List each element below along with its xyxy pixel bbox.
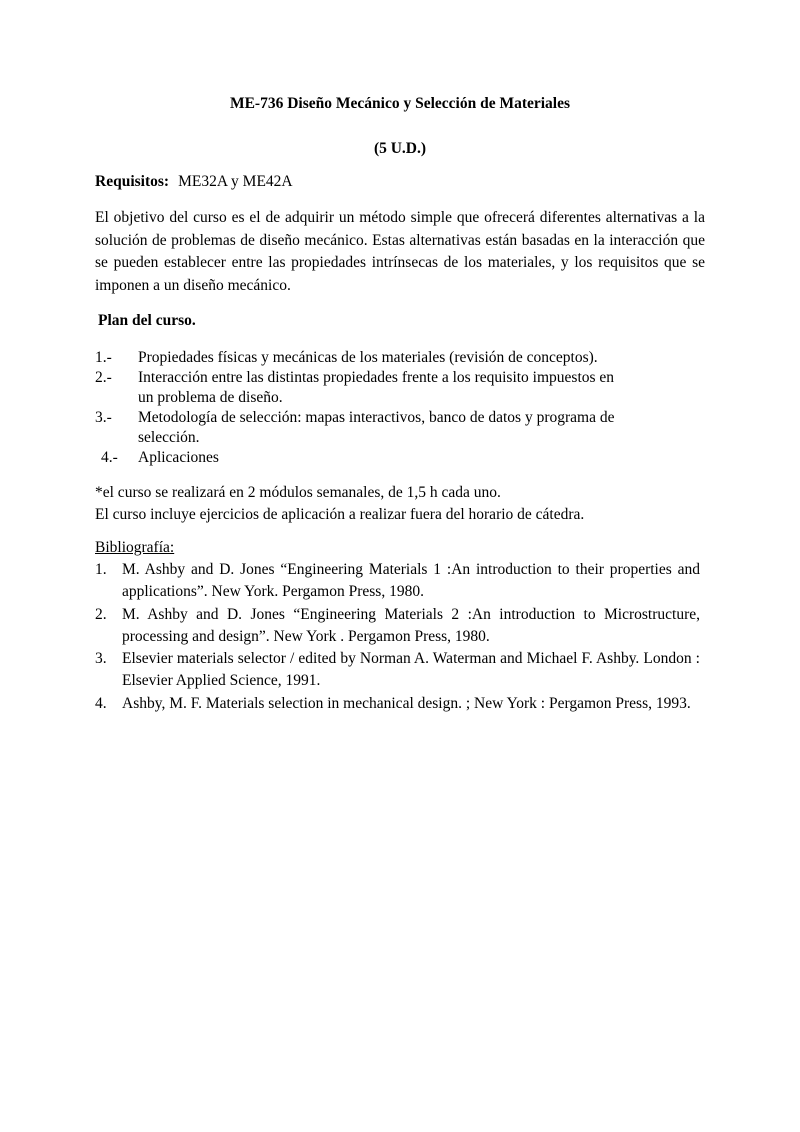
bibliography-item-text: M. Ashby and D. Jones “Engineering Materials 1 :An introduction to their properties and applications”. New York. Pergamon Press, 1980. <box>122 561 700 601</box>
course-objective-paragraph: El objetivo del curso es el de adquirir un método simple que ofrecerá diferentes alternativas a la solución de problemas de diseño mecánico. Estas alternativas están basadas en la interacción que se pueden establecer entre las propiedades intrínsecas de los materiales, y los requisitos que se imponen a un diseño mecánico. <box>95 209 705 294</box>
plan-item <box>95 448 705 468</box>
plan-item-number: 4.- <box>101 449 118 466</box>
bibliography-item <box>95 648 705 693</box>
requisitos-value: ME32A y ME42A <box>178 173 293 190</box>
note-exercises: El curso incluye ejercicios de aplicación a realizar fuera del horario de cátedra. <box>95 506 585 523</box>
bibliography-item-number: 1. <box>95 561 107 578</box>
bibliography-item-text: Ashby, M. F. Materials selection in mechanical design. ; New York : Pergamon Press, 1993. <box>122 694 691 712</box>
course-units: (5 U.D.) <box>373 140 427 157</box>
plan-item-text: Metodología de selección: mapas interactivos, banco de datos y programa de selección. <box>138 409 615 446</box>
requisitos-line <box>95 172 705 191</box>
plan-item-text: Propiedades físicas y mecánicas de los materiales (revisión de conceptos). <box>138 349 598 366</box>
plan-item <box>95 368 705 408</box>
plan-item-text: Aplicaciones <box>138 449 219 466</box>
bibliography-item-text: M. Ashby and D. Jones “Engineering Materials 2 :An introduction to Microstructure, processing and design”. New York . Pergamon Press, 1980. <box>122 605 700 645</box>
course-notes <box>95 482 705 526</box>
bibliography-item <box>95 559 705 604</box>
requisitos-label: Requisitos: <box>95 173 170 190</box>
plan-item <box>95 348 705 368</box>
plan-heading: Plan del curso. <box>98 312 196 329</box>
bibliography-item-number: 4. <box>95 694 107 712</box>
plan-item-number: 2.- <box>95 369 112 386</box>
note-modules: *el curso se realizará en 2 módulos semanales, de 1,5 h cada uno. <box>95 484 501 501</box>
bibliography-item <box>95 693 705 715</box>
course-title: ME-736 Diseño Mecánico y Selección de Materiales <box>229 95 571 112</box>
bibliography-item-number: 2. <box>95 605 107 623</box>
bibliography-item-number: 3. <box>95 650 107 668</box>
bibliography-item <box>95 604 705 649</box>
bibliography-list <box>95 559 705 715</box>
plan-item-number: 3.- <box>95 409 112 426</box>
bibliography-item-text: Elsevier materials selector / edited by Norman A. Waterman and Michael F. Ashby. London : Elsevier Applied Science, 1991. <box>122 650 700 690</box>
plan-item-text: Interacción entre las distintas propiedades frente a los requisito impuestos en un problema de diseño. <box>138 369 615 406</box>
plan-list <box>95 348 705 468</box>
plan-item-number: 1.- <box>95 349 112 366</box>
plan-item <box>95 408 705 448</box>
bibliography-heading: Bibliografía: <box>95 539 175 556</box>
